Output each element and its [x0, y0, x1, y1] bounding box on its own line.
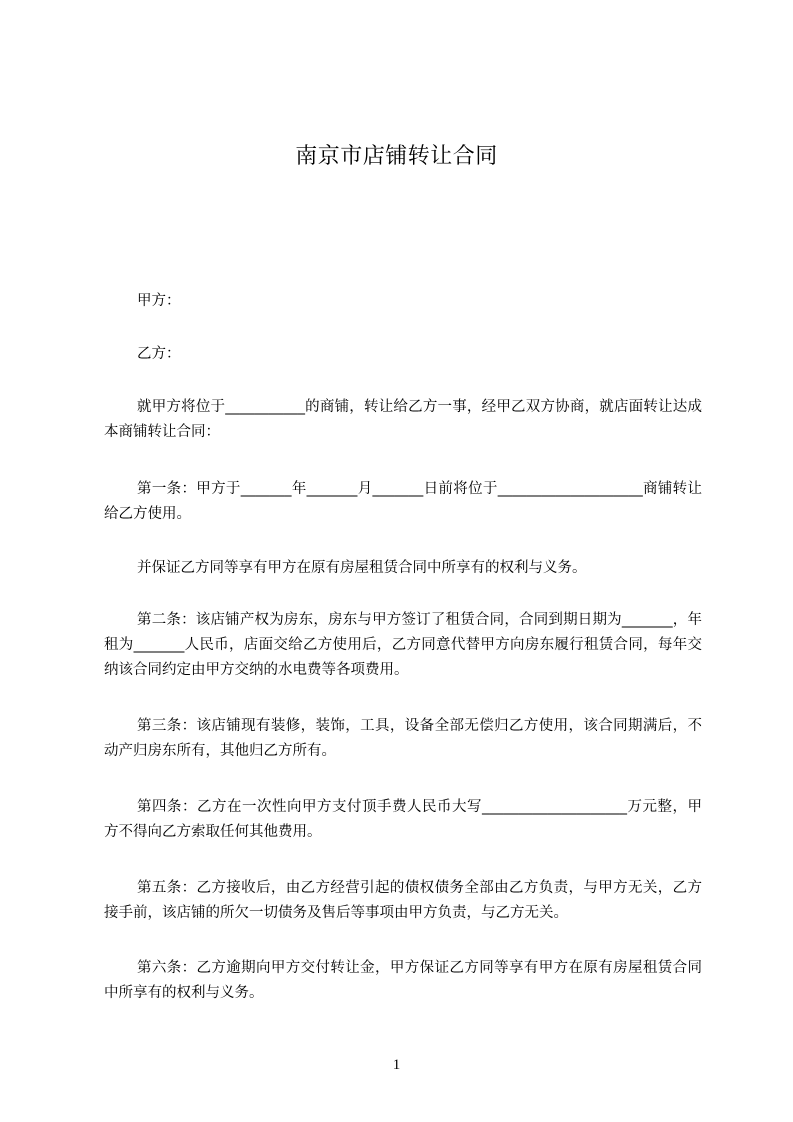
- page-number: 1: [392, 1057, 401, 1073]
- article-2-paragraph: 第二条：该店铺产权为房东，房东与甲方签订了租赁合同，合同到期日期为_______，年租为_______人民币，店面交给乙方使用后，乙方同意代替甲方向房东履行租赁合同，每年交纳该合同约定由甲方交纳的水电费等各项费用。: [104, 612, 702, 678]
- document-title: 南京市店铺转让合同: [295, 144, 498, 169]
- article-1-paragraph: 第一条：甲方于_______年_______月_______日前将位于____________________商铺转让给乙方使用。: [104, 481, 702, 522]
- article-3-paragraph: 第三条：该店铺现有装修，装饰，工具，设备全部无偿归乙方使用，该合同期满后，不动产归房东所有，其他归乙方所有。: [104, 718, 702, 759]
- article-5-paragraph: 第五条：乙方接收后，由乙方经营引起的债权债务全部由乙方负责，与甲方无关，乙方接手前，该店铺的所欠一切债务及售后等事项由甲方负责，与乙方无关。: [104, 880, 702, 921]
- guarantee-paragraph: 并保证乙方同等享有甲方在原有房屋租赁合同中所享有的权利与义务。: [137, 560, 587, 576]
- preamble-paragraph: 就甲方将位于___________的商铺，转让给乙方一事，经甲乙双方协商，就店面转让达成本商铺转让合同：: [104, 399, 702, 440]
- article-4-paragraph: 第四条：乙方在一次性向甲方支付顶手费人民币大写____________________万元整，甲方不得向乙方索取任何其他费用。: [104, 799, 702, 840]
- article-6-paragraph: 第六条：乙方逾期向甲方交付转让金，甲方保证乙方同等享有甲方在原有房屋租赁合同中所享有的权利与义务。: [104, 960, 702, 1001]
- party-a-line: 甲方：: [137, 293, 181, 309]
- party-b-line: 乙方：: [137, 346, 181, 362]
